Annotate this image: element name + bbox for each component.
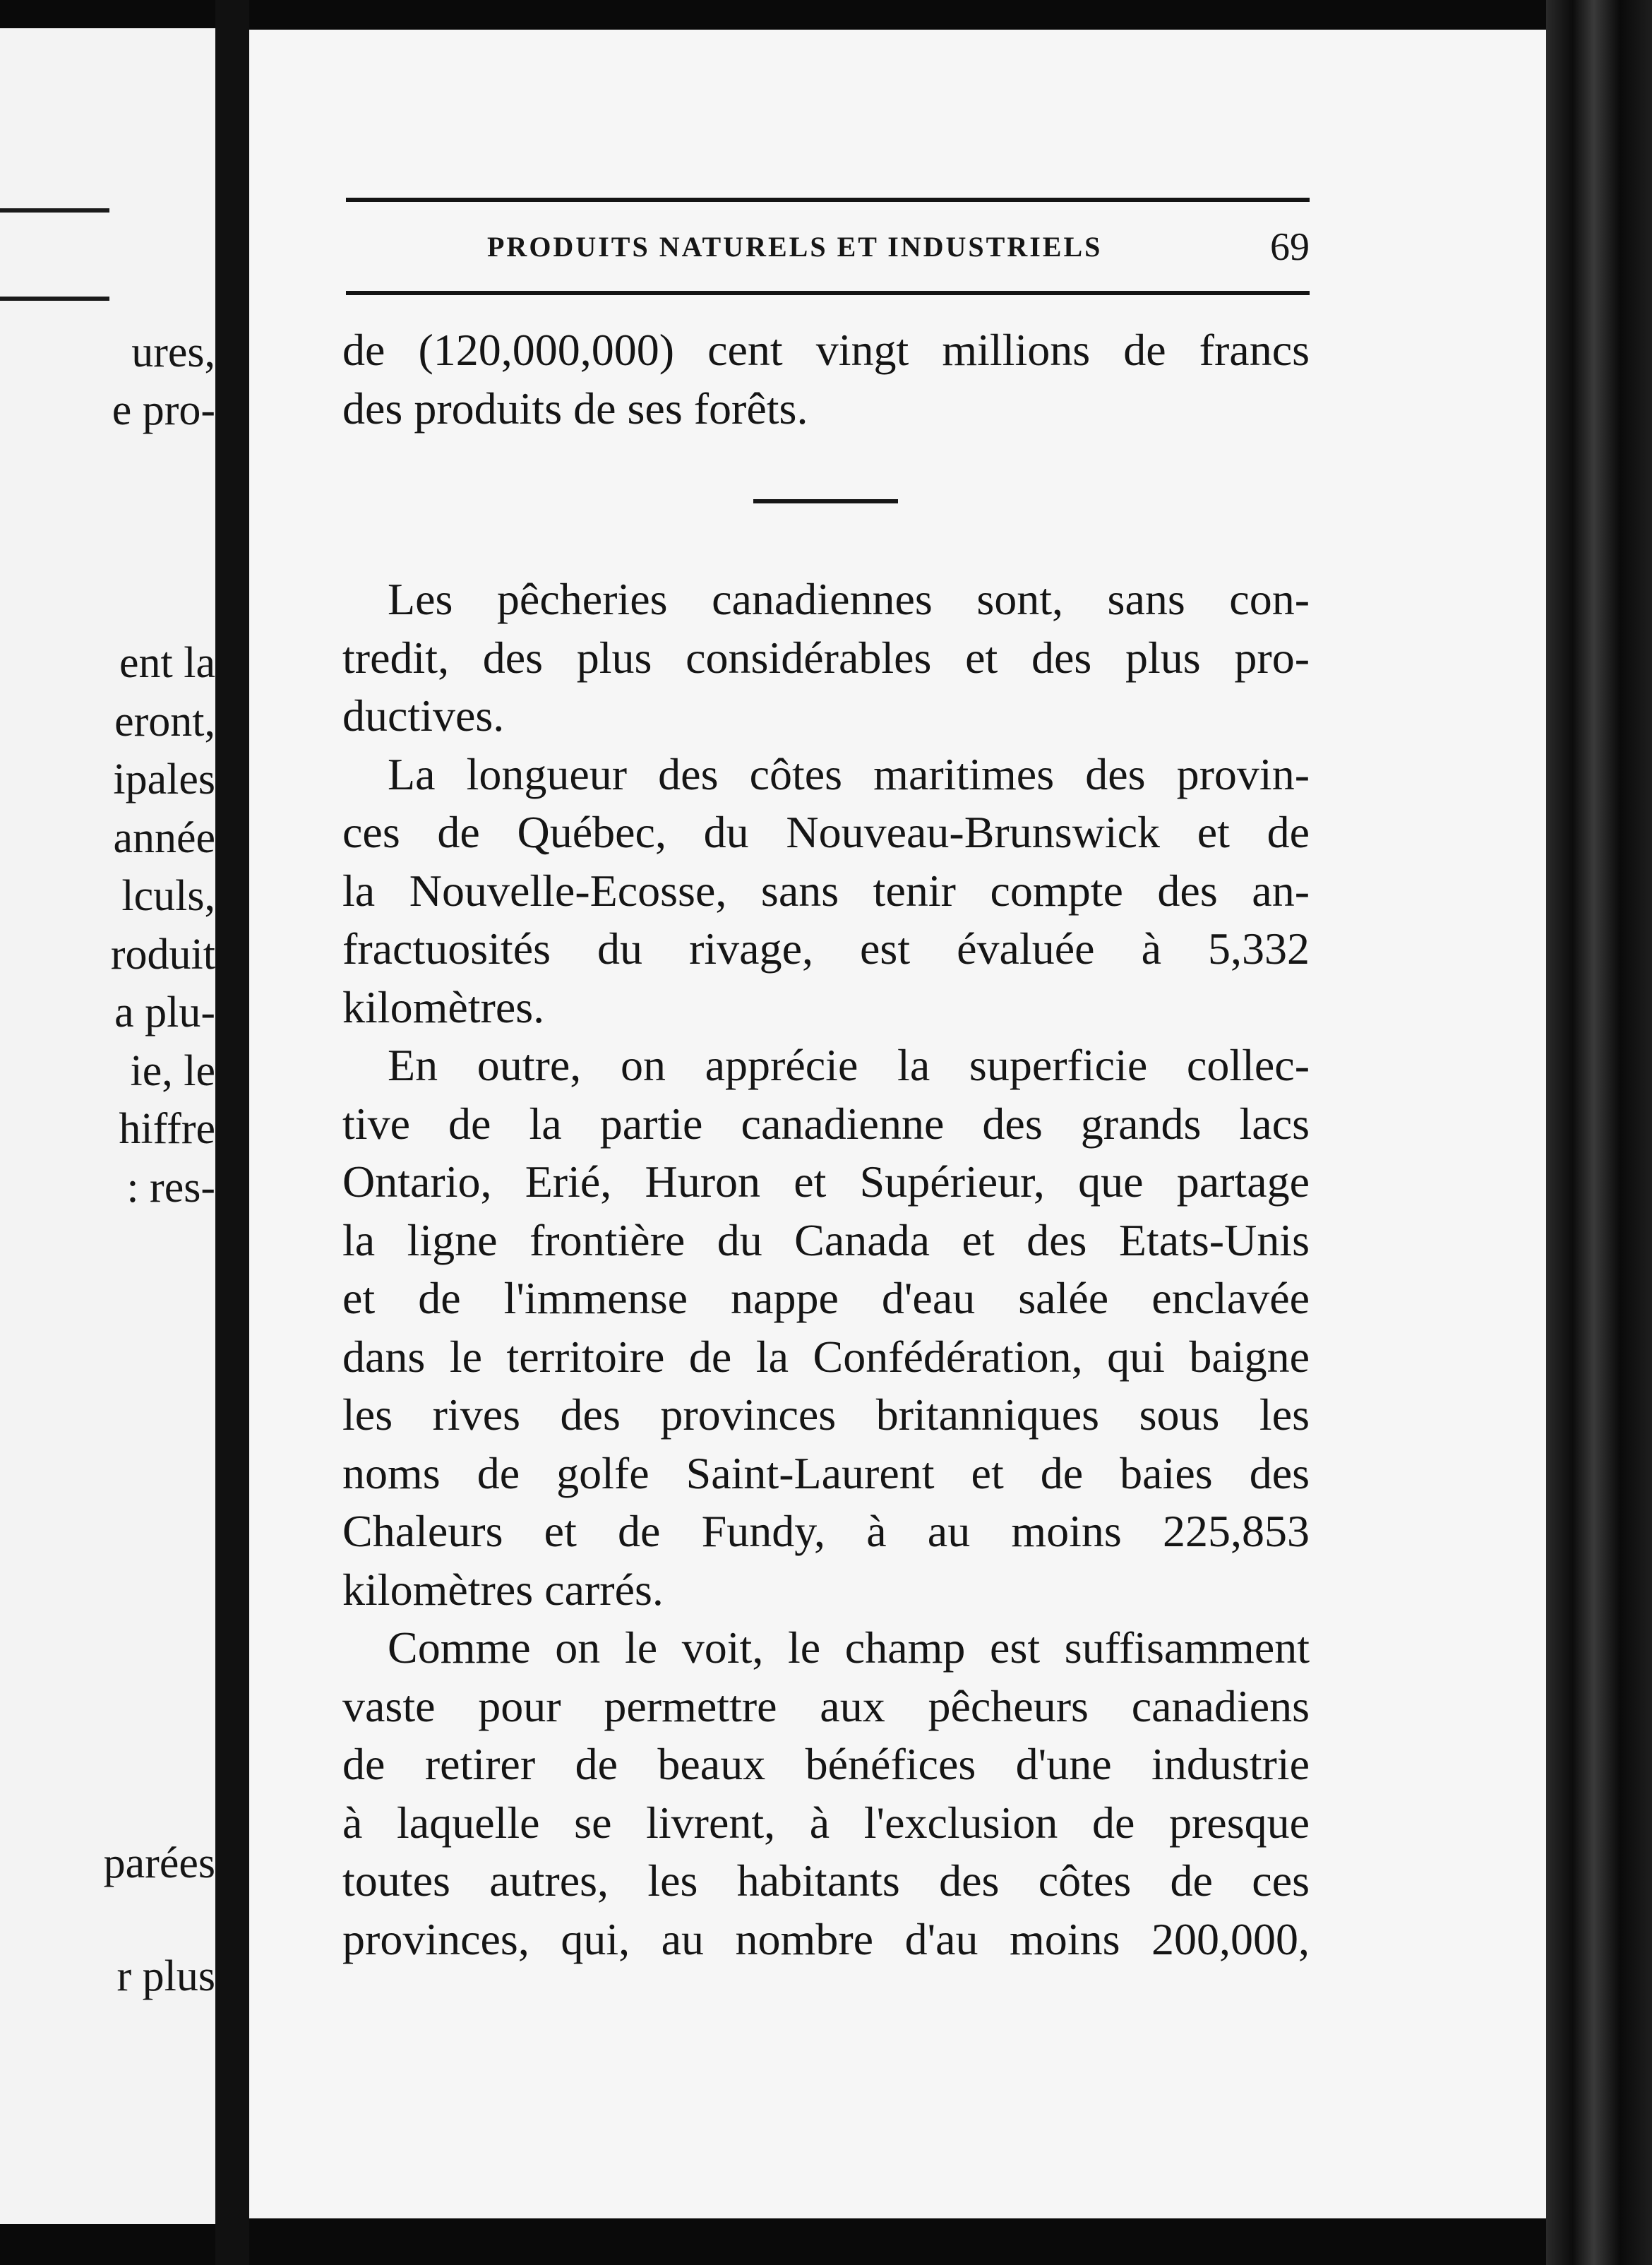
- book-gutter: [215, 0, 249, 2265]
- left-page-line: année: [113, 814, 215, 862]
- text-line: kilomètres.: [342, 981, 545, 1032]
- left-facing-page: [0, 28, 215, 2224]
- body-text: [342, 321, 1310, 1968]
- page-edge: [1546, 0, 1652, 2265]
- text-line: la ligne frontière du Canada et des Etats-Unis: [342, 1214, 1310, 1265]
- left-page-line: e pro-: [112, 386, 215, 434]
- text-line: toutes autres, les habitants des côtes de ces: [342, 1855, 1310, 1906]
- paragraph-fishermen: [342, 1619, 1310, 1968]
- text-line: des produits de ses forêts.: [342, 383, 808, 434]
- text-line: de retirer de beaux bénéfices d'une industrie: [342, 1739, 1310, 1789]
- text-line: fractuosités du rivage, est évaluée à 5,332: [342, 924, 1310, 974]
- text-line: tive de la partie canadienne des grands lacs: [342, 1098, 1310, 1149]
- text-line: la Nouvelle-Ecosse, sans tenir compte des an-: [342, 865, 1310, 916]
- text-line: de (120,000,000) cent vingt millions de francs: [342, 325, 1310, 375]
- left-page-line: : res-: [126, 1164, 215, 1212]
- paragraph-coastline: [342, 746, 1310, 1037]
- text-line: dans le territoire de la Confédération, qui baigne: [342, 1331, 1310, 1382]
- text-line: Chaleurs et de Fundy, à au moins 225,853: [342, 1506, 1310, 1556]
- left-page-line: roduit: [110, 931, 215, 979]
- text-line: kilomètres carrés.: [342, 1564, 664, 1615]
- running-header: [346, 225, 1310, 274]
- left-page-line: eront,: [114, 698, 215, 746]
- left-page-line: hiffre: [119, 1105, 215, 1153]
- left-page-line: ent la: [119, 639, 215, 687]
- left-page-line: parées: [103, 1839, 215, 1887]
- text-line: et de l'immense nappe d'eau salée enclavée: [342, 1273, 1310, 1323]
- left-header-rule-top: [0, 208, 109, 213]
- text-line: vaste pour permettre aux pêcheurs canadiens: [342, 1680, 1310, 1731]
- left-header-rule-bottom: [0, 297, 109, 301]
- header-rule-top: [346, 198, 1310, 202]
- text-line: provinces, qui, au nombre d'au moins 200,000,: [342, 1913, 1310, 1964]
- left-page-line: r plus: [116, 1952, 215, 2000]
- text-line: à laquelle se livrent, à l'exclusion de presque: [342, 1797, 1310, 1848]
- paragraph-lakes: [342, 1036, 1310, 1619]
- running-header-title: PRODUITS NATURELS ET INDUSTRIELS: [487, 231, 1103, 263]
- page-number: 69: [1270, 225, 1310, 269]
- text-line: Les pêcheries canadiennes sont, sans con-: [388, 574, 1310, 624]
- text-line: Ontario, Erié, Huron et Supérieur, que partage: [342, 1157, 1310, 1207]
- text-line: Comme on le voit, le champ est suffisamment: [388, 1622, 1310, 1673]
- text-line: ductives.: [342, 691, 505, 741]
- text-line: ces de Québec, du Nouveau-Brunswick et de: [342, 807, 1310, 857]
- left-page-line: lculs,: [121, 872, 215, 920]
- text-line: noms de golfe Saint-Laurent et de baies des: [342, 1447, 1310, 1498]
- text-line: les rives des provinces britanniques sous les: [342, 1390, 1310, 1440]
- text-line: En outre, on apprécie la superficie collec-: [388, 1040, 1310, 1090]
- left-page-line: ures,: [131, 328, 215, 376]
- text-line: La longueur des côtes maritimes des provin-: [388, 748, 1310, 799]
- left-page-line: ie, le: [130, 1047, 215, 1095]
- text-line: tredit, des plus considérables et des plus pro-: [342, 632, 1310, 683]
- left-page-line: ipales: [113, 755, 215, 803]
- section-spacer: [342, 438, 1310, 570]
- left-page-line: a plu-: [114, 988, 215, 1036]
- paragraph-fisheries: [342, 570, 1310, 746]
- header-rule-bottom: [346, 291, 1310, 295]
